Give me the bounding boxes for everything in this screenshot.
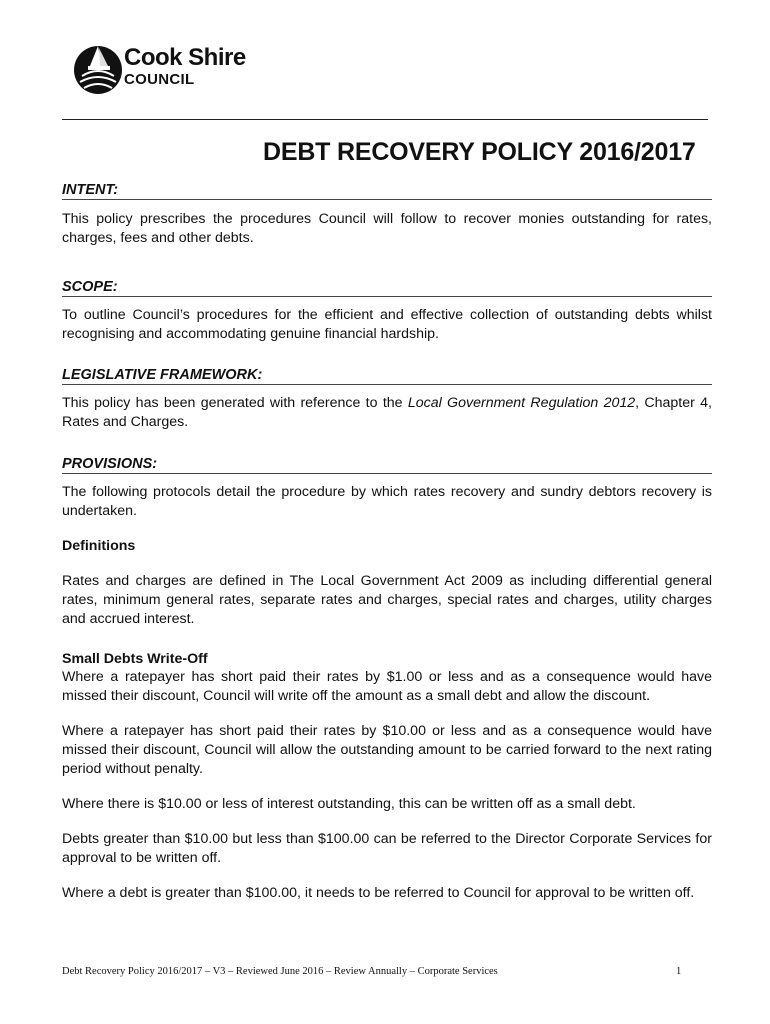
small-debts-paragraph-1: Where a ratepayer has short paid their rates by $1.00 or less and as a consequence would have missed their discount, Council will write off the amount as a small debt and allow the discount. <box>62 669 712 704</box>
logo-subtitle: COUNCIL <box>124 71 195 88</box>
scope-heading: SCOPE: <box>62 279 712 297</box>
small-debts-paragraph-4: Debts greater than $10.00 but less than $100.00 can be referred to the Director Corporate Services for approval to be written off. <box>62 831 712 866</box>
small-debts-paragraph-5: Where a debt is greater than $100.00, it needs to be referred to Council for approval to be written off. <box>62 885 695 901</box>
header-divider <box>62 119 708 120</box>
page-title: DEBT RECOVERY POLICY 2016/2017 <box>263 138 696 166</box>
intent-heading: INTENT: <box>62 182 712 200</box>
legislative-heading: LEGISLATIVE FRAMEWORK: <box>62 367 712 385</box>
definitions-heading: Definitions <box>62 538 136 554</box>
legislative-body-text: This policy has been generated with reference to the <box>62 395 408 411</box>
small-debts-paragraph-2: Where a ratepayer has short paid their rates by $10.00 or less and as a consequence would have missed their discount, Council will allow the outstanding amount to be carried forward to the next rating period without penalty. <box>62 723 712 777</box>
provisions-body: The following protocols detail the procedure by which rates recovery and sundry debtors recovery is undertaken. <box>62 484 712 519</box>
scope-body: To outline Council’s procedures for the efficient and effective collection of outstanding debts whilst recognising and accommodating genuine financial hardship. <box>62 307 712 342</box>
definitions-body: Rates and charges are defined in The Local Government Act 2009 as including differential general rates, minimum general rates, separate rates and charges, special rates and charges, utility charges and accrued interest. <box>62 573 712 627</box>
provisions-heading: PROVISIONS: <box>62 456 712 474</box>
legislative-body-text-end: , Chapter 4, Rates and Charges. <box>62 395 712 430</box>
regulation-title: Local Government Regulation 2012 <box>407 395 636 411</box>
legislative-body <box>62 394 712 432</box>
logo-title: Cook Shire <box>124 44 246 71</box>
intent-body: This policy prescribes the procedures Council will follow to recover monies outstanding for rates, charges, fees and other debts. <box>62 211 712 246</box>
small-debts-paragraph-3: Where there is $10.00 or less of interest outstanding, this can be written off as a small debt. <box>62 796 636 812</box>
small-debts-heading: Small Debts Write-Off <box>62 651 208 667</box>
page-footer: Debt Recovery Policy 2016/2017 – V3 – Reviewed June 2016 – Review Annually – Corporate Services <box>62 966 498 977</box>
page-number: 1 <box>676 966 682 977</box>
